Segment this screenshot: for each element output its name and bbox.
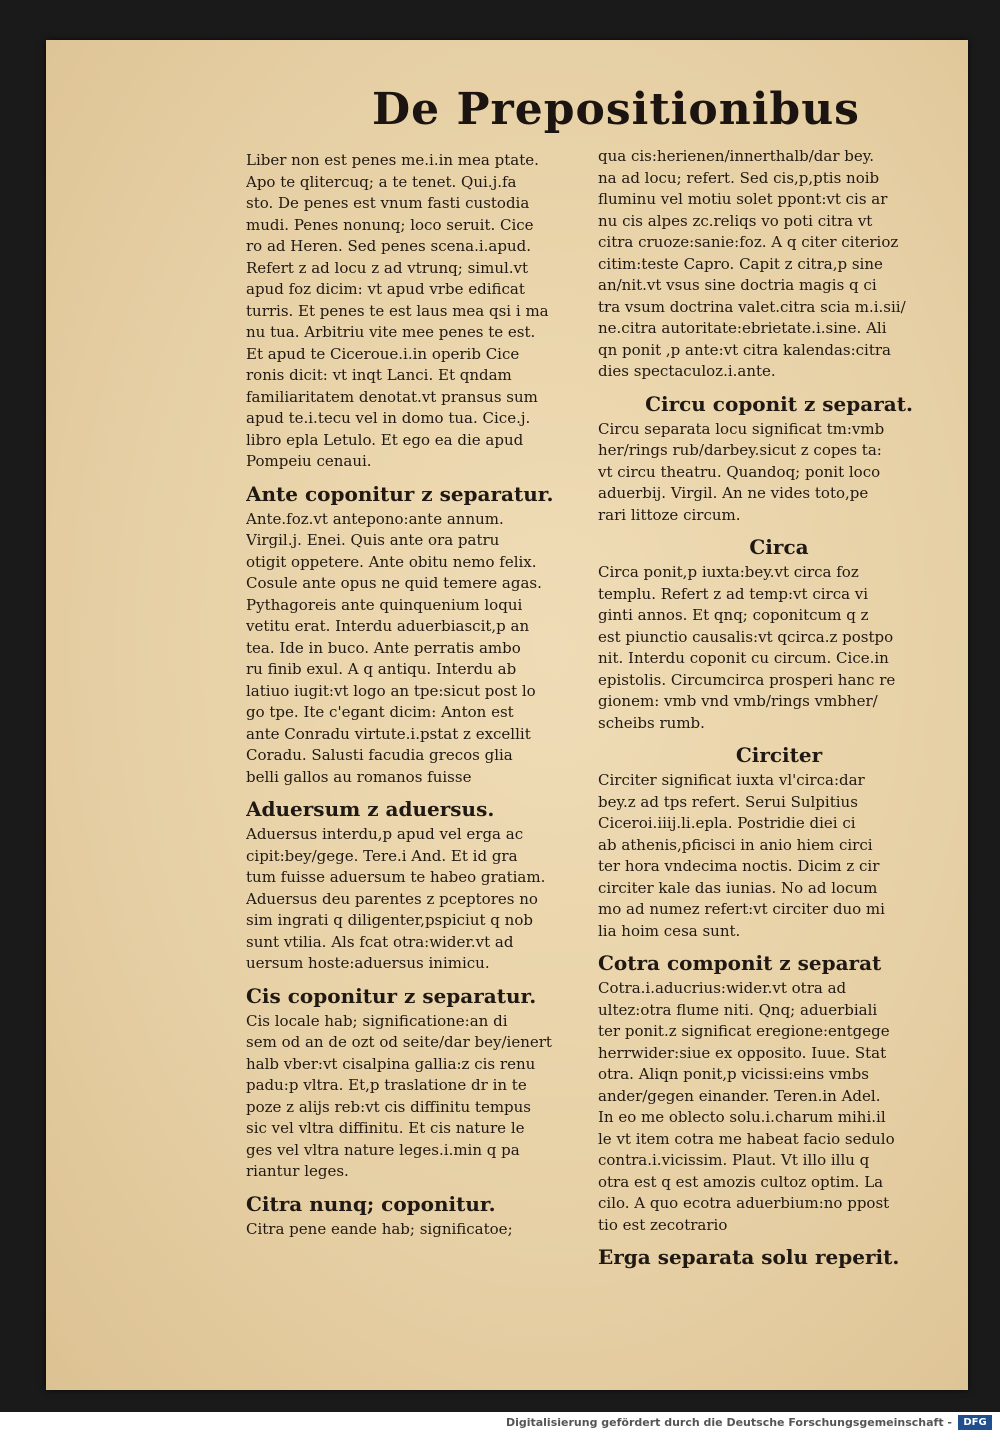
text-line: bey.z ad tps refert. Serui Sulpitius — [598, 792, 858, 811]
text-line: Ante.foz.vt antepono:ante annum. — [246, 509, 504, 528]
text-line: sic vel vltra diffinitu. Et cis nature le — [246, 1119, 525, 1137]
text-line: Pompeiu cenaui. — [246, 452, 372, 470]
text-line: fluminu vel motiu solet ppont:vt cis ar — [598, 190, 888, 208]
text-line: circiter kale das iunias. No ad locum — [598, 878, 878, 897]
text-line: ter hora vndecima noctis. Dicim z cir — [598, 857, 880, 875]
text-line: qn ponit ,p ante:vt citra kalendas:citra — [598, 340, 891, 359]
text-paragraph — [246, 824, 594, 975]
text-line: herrwider:siue ex opposito. Iuue. Stat — [598, 1043, 887, 1062]
text-line: sim ingrati q diligenter,pspiciut q nob — [246, 911, 533, 929]
text-line: sto. De penes est vnum fasti custodia — [246, 194, 530, 212]
text-line: otigit oppetere. Ante obitu nemo felix. — [246, 552, 537, 571]
left-column — [246, 150, 594, 1244]
text-line: apud foz dicim: vt apud vrbe edificat — [246, 280, 525, 298]
text-line: go tpe. Ite c'egant dicim: Anton est — [246, 703, 514, 721]
text-paragraph — [598, 146, 960, 383]
text-line: aduerbij. Virgil. An ne vides toto,pe — [598, 484, 869, 502]
dfg-logo[interactable]: DFG — [958, 1415, 992, 1430]
text-line: mo ad numez refert:vt circiter duo mi — [598, 900, 885, 918]
text-line: Circiter significat iuxta vl'circa:dar — [598, 771, 865, 789]
text-line: ter ponit.z significat eregione:entgege — [598, 1022, 890, 1040]
section-heading: Circa — [749, 535, 809, 559]
text-line: riantur leges. — [246, 1162, 349, 1180]
text-paragraph — [246, 1219, 594, 1241]
text-line: Cis locale hab; significatione:an di — [246, 1011, 508, 1030]
text-line: contra.i.vicissim. Plaut. Vt illo illu q — [598, 1151, 870, 1169]
text-line: ges vel vltra nature leges.i.min q pa — [246, 1140, 520, 1159]
text-line: tea. Ide in buco. Ante perratis ambo — [246, 638, 521, 657]
text-line: otra est q est amozis cultoz optim. La — [598, 1172, 884, 1191]
text-line: ro ad Heren. Sed penes scena.i.apud. — [246, 237, 531, 255]
footer-credit: Digitalisierung gefördert durch die Deutsche Forschungsgemeinschaft - — [505, 1416, 952, 1429]
text-line: Refert z ad locu z ad vtrunq; simul.vt — [246, 258, 529, 277]
section-heading: Citra nunq; coponitur. — [246, 1191, 496, 1216]
text-line: ronis dicit: vt inqt Lanci. Et qndam — [246, 366, 512, 384]
text-line: dies spectaculoz.i.ante. — [598, 362, 776, 380]
text-line: padu:p vltra. Et,p traslatione dr in te — [246, 1076, 527, 1094]
text-line: rari littoze circum. — [598, 505, 741, 524]
text-line: Liber non est penes me.i.in mea ptate. — [246, 151, 539, 169]
text-line: Cosule ante opus ne quid temere agas. — [246, 574, 542, 592]
text-line: tio est zecotrario — [598, 1215, 728, 1234]
text-line: otra. Aliqn ponit,p vicissi:eins vmbs — [598, 1065, 869, 1083]
text-line: Aduersus deu parentes z pceptores no — [246, 889, 538, 908]
section-heading: Erga separata solu reperit. — [598, 1245, 900, 1269]
text-line: an/nit.vt vsus sine doctria magis q ci — [598, 276, 877, 294]
section-heading: Aduersum z aduersus. — [246, 797, 495, 821]
text-line: le vt item cotra me habeat facio sedulo — [598, 1129, 895, 1148]
text-line: Apo te qlitercuq; a te tenet. Qui.j.fa — [246, 172, 517, 191]
text-line: belli gallos au romanos fuisse — [246, 767, 472, 786]
text-line: familiaritatem denotat.vt pransus sum — [246, 387, 538, 406]
text-line: lia hoim cesa sunt. — [598, 921, 741, 940]
section-heading: Cotra componit z separat — [598, 951, 882, 975]
text-line: vt circu theatru. Quandoq; ponit loco — [598, 462, 881, 481]
text-paragraph — [598, 770, 960, 942]
text-line: Virgil.j. Enei. Quis ante ora patru — [246, 531, 500, 549]
text-line: nit. Interdu coponit cu circum. Cice.in — [598, 649, 889, 667]
text-line: Circu separata locu significat tm:vmb — [598, 419, 885, 438]
text-line: cipit:bey/gege. Tere.i And. Et id gra — [246, 846, 518, 865]
text-line: Pythagoreis ante quinquenium loqui — [246, 595, 523, 614]
text-line: ginti annos. Et qnq; coponitcum q z — [598, 606, 869, 624]
text-line: latiuo iugit:vt logo an tpe:sicut post lo — [246, 681, 536, 700]
text-line: sunt vtilia. Als fcat otra:wider.vt ad — [246, 932, 514, 951]
text-line: turris. Et penes te est laus mea qsi i ma — [246, 301, 549, 320]
text-line: nu tua. Arbitriu vite mee penes te est. — [246, 323, 536, 341]
right-column — [598, 146, 960, 1272]
text-line: ultez:otra flume niti. Qnq; aduerbiali — [598, 1000, 878, 1019]
text-line: est piunctio causalis:vt qcirca.z postpo — [598, 627, 894, 646]
text-paragraph — [598, 562, 960, 734]
text-line: apud te.i.tecu vel in domo tua. Cice.j. — [246, 409, 531, 427]
text-paragraph — [246, 1011, 594, 1183]
text-line: Aduersus interdu,p apud vel erga ac — [246, 825, 524, 843]
text-line: citim:teste Capro. Capit z citra,p sine — [598, 254, 883, 273]
text-line: gionem: vmb vnd vmb/rings vmbher/ — [598, 692, 878, 710]
text-line: libro epla Letulo. Et ego ea die apud — [246, 430, 524, 449]
text-line: templu. Refert z ad temp:vt circa vi — [598, 584, 869, 603]
text-line: uersum hoste:aduersus inimicu. — [246, 954, 490, 972]
text-line: tra vsum doctrina valet.citra scia m.i.sii/ — [598, 297, 906, 316]
section-heading: Cis coponitur z separatur. — [246, 983, 537, 1008]
text-line: Citra pene eande hab; significatoe; — [246, 1219, 513, 1238]
text-line: vetitu erat. Interdu aduerbiascit,p an — [246, 617, 530, 635]
page-title: De Prepositionibus — [372, 84, 860, 135]
text-line: ne.citra autoritate:ebrietate.i.sine. Ali — [598, 319, 887, 337]
text-line: her/rings rub/darbey.sicut z copes ta: — [598, 441, 882, 459]
text-paragraph — [598, 978, 960, 1236]
text-paragraph — [246, 150, 594, 473]
section-heading: Circu coponit z separat. — [645, 391, 913, 416]
text-line: sem od an de ozt od seite/dar bey/ienert — [246, 1033, 552, 1051]
text-line: tum fuisse aduersum te habeo gratiam. — [246, 868, 546, 886]
footer — [0, 1412, 1000, 1435]
text-line: poze z alijs reb:vt cis diffinitu tempus — [246, 1097, 531, 1116]
text-line: citra cruoze:sanie:foz. A q citer citerioz — [598, 233, 899, 251]
text-paragraph — [246, 509, 594, 789]
text-line: Cotra.i.aducrius:wider.vt otra ad — [598, 979, 847, 997]
text-line: ab athenis,pficisci in anio hiem circi — [598, 835, 873, 854]
text-line: scheibs rumb. — [598, 713, 705, 732]
text-line: In eo me oblecto solu.i.charum mihi.il — [598, 1108, 886, 1126]
text-line: na ad locu; refert. Sed cis,p,ptis noib — [598, 168, 880, 187]
text-line: epistolis. Circumcirca prosperi hanc re — [598, 670, 896, 689]
text-line: halb vber:vt cisalpina gallia:z cis renu — [246, 1054, 536, 1073]
text-line: Circa ponit,p iuxta:bey.vt circa foz — [598, 563, 859, 581]
text-line: mudi. Penes nonunq; loco seruit. Cice — [246, 215, 534, 234]
text-line: cilo. A quo ecotra aduerbium:no ppost — [598, 1194, 890, 1212]
text-line: ante Conradu virtute.i.pstat z excellit — [246, 724, 531, 743]
section-heading: Circiter — [735, 743, 823, 767]
section-heading: Ante coponitur z separatur. — [246, 481, 554, 506]
text-line: Coradu. Salusti facudia grecos glia — [246, 746, 513, 764]
text-line: nu cis alpes zc.reliqs vo poti citra vt — [598, 211, 873, 230]
text-line: ander/gegen einander. Teren.in Adel. — [598, 1086, 881, 1105]
text-paragraph — [598, 419, 960, 527]
text-line: ru finib exul. A q antiqu. Interdu ab — [246, 660, 517, 678]
text-line: qua cis:herienen/innerthalb/dar bey. — [598, 147, 875, 165]
text-line: Ciceroi.iiij.li.epla. Postridie diei ci — [598, 814, 856, 832]
text-line: Et apud te Ciceroue.i.in operib Cice — [246, 344, 520, 363]
